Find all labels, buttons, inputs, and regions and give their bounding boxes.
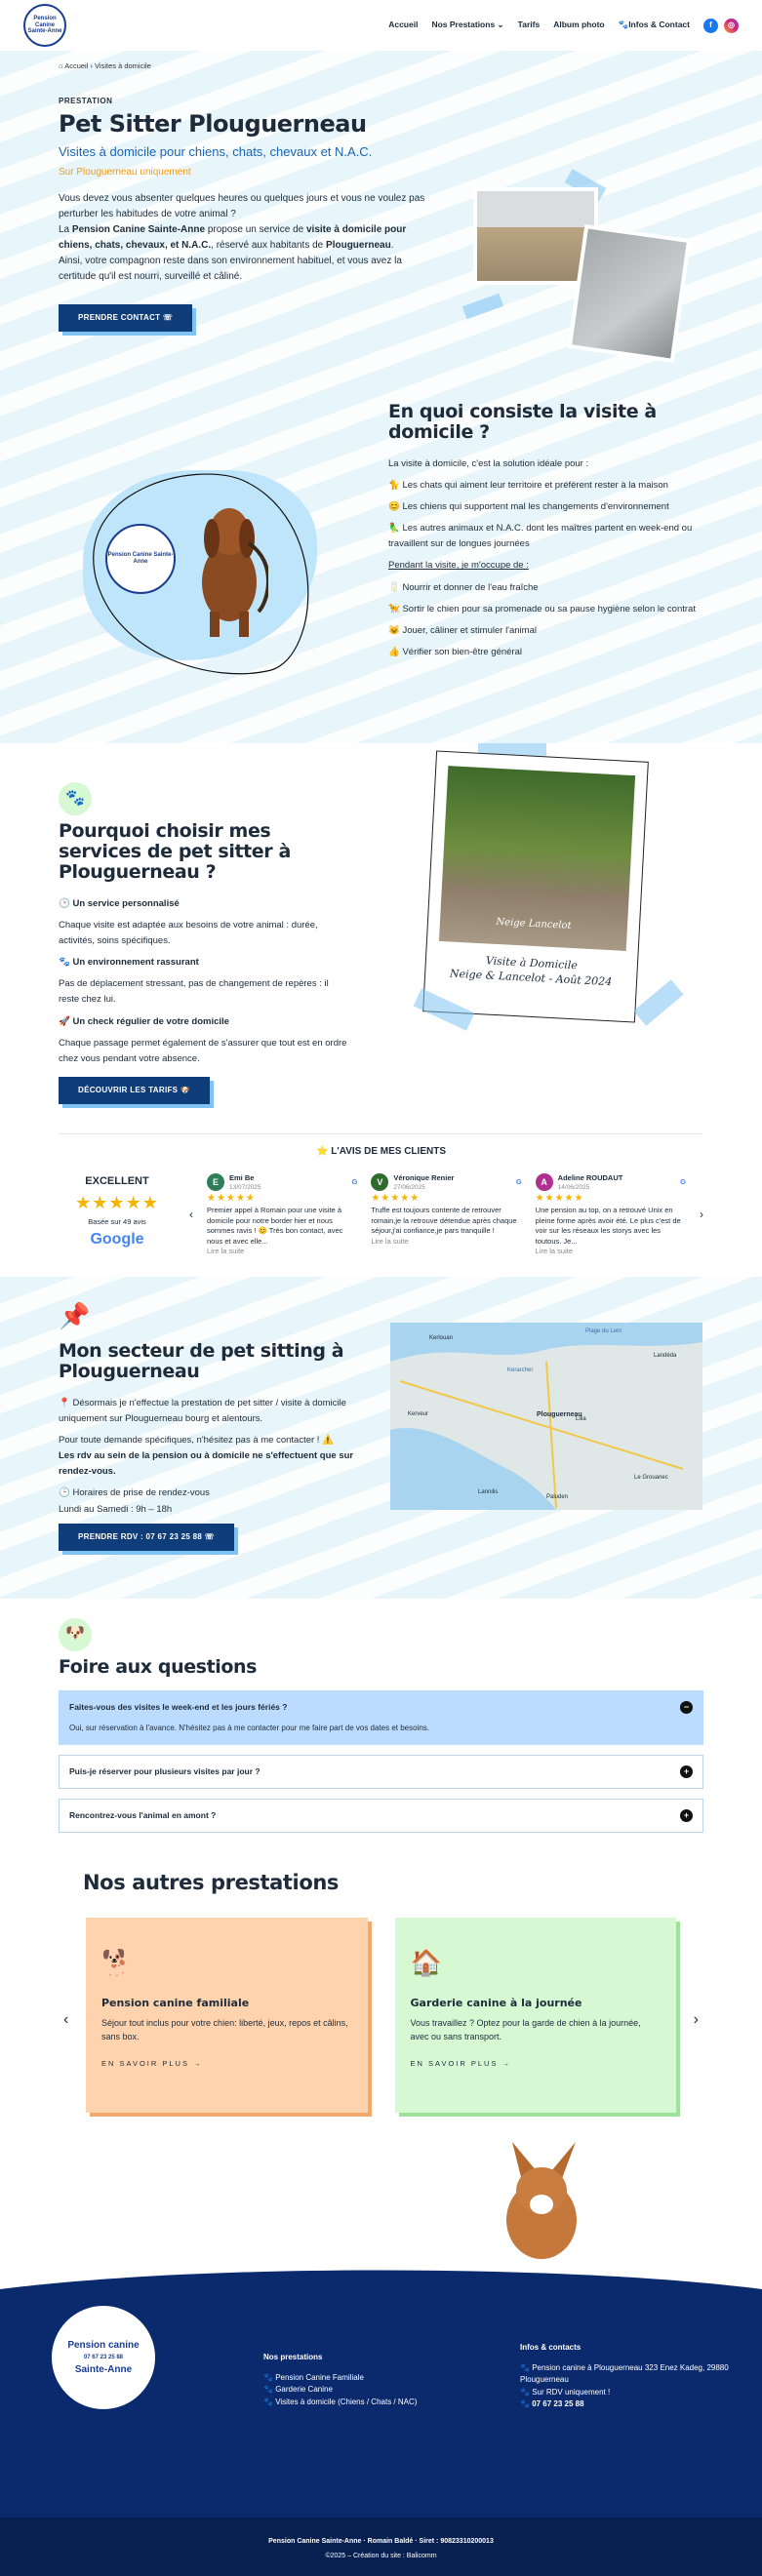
main-nav — [388, 19, 690, 31]
facebook-icon[interactable]: f — [703, 19, 718, 33]
plus-icon: + — [680, 1765, 693, 1778]
nav-item-pricing[interactable]: Tarifs — [517, 20, 541, 30]
contact-button[interactable]: PRENDRE CONTACT ☏ — [59, 304, 192, 332]
nav-item-contact[interactable]: 🐾Infos & Contact — [618, 20, 690, 30]
site-footer — [0, 2264, 762, 2517]
paw-icon: 🐾 — [520, 2399, 533, 2409]
hero-area-note: Sur Plouguerneau uniquement — [59, 166, 191, 178]
hero-intro: Vous devez vous absenter quelques heures ou quelques jours et vous ne voulez pas perturber les habitudes de votre animal ? La Pension Canine Sainte-Anne propose un service de visite à domicile pour chiens, chats, chevaux, et N.A.C., réservé aux habitants de Plouguerneau. Ainsi, votre compagnon reste dans son environnement habituel, et vous avez la certitude qu'il est nourri, surveillé et câliné. — [59, 193, 425, 283]
faq-item[interactable]: Rencontrez-vous l'animal en amont ? + — [59, 1799, 703, 1833]
services-title: Nos autres prestations — [83, 1871, 340, 1895]
footer-services: Nos prestations 🐾 Pension Canine Familiale 🐾 Garderie Canine 🐾 Visites à domicile (Chiens / Chats / NAC) — [263, 2353, 418, 2406]
footer-logo: Pension canine 07 67 23 25 88 Sainte-Anne — [49, 2303, 158, 2412]
review-card: E Emi Be 13/07/2025 G ★★★★★ Premier appel à Romain pour une visite à domicile pour notre border hier et nous sommes ravis ! 😊 Très bon contact, avec nous et avec elle... Lire la suite — [207, 1172, 358, 1256]
review-card: V Véronique Renier 27/06/2025 G ★★★★★ Truffe est toujours contente de retrouver romain,je la retrouve détendue après chaque séjour,j'ai confiance,je pars tranquille ! Lire la suite — [371, 1172, 522, 1246]
google-icon: G — [680, 1177, 686, 1187]
paw-icon: 🐾 — [263, 2385, 276, 2395]
faq-title: Foire aux questions — [59, 1655, 258, 1678]
page-title: Pet Sitter Plouguerneau — [59, 110, 367, 139]
footer-contact: Infos & contacts 🐾 Pension canine à Plouguerneau 323 Enez Kadeg, 29880 Plouguerneau 🐾 Sur RDV uniquement ! 🐾 07 67 23 25 88 — [520, 2343, 729, 2409]
faq-section — [0, 1599, 762, 1863]
paw-icon: 🐾 — [263, 2372, 276, 2382]
chevron-left-icon[interactable]: ‹ — [189, 1208, 193, 1222]
basenji-dog-illustration — [478, 2132, 605, 2269]
why-section: 🐾 Pourquoi choisir mes services de pet sitter à Plouguerneau ? 🕑 Un service personnalisé Chaque visite est adaptée aux besoins de votre animal : durée, activités, soins spécifiques. 🐾 Un environnement rassurant Pas de déplacement stressant, pas de changement de repères : il reste chez lui. 🚀 Un check régulier de votre domicile Chaque passage permet également de s'assurer que tout est en ordre chez vous pendant votre absence. DÉCOUVRIR LES TARIFS 🐶 — [0, 743, 762, 1133]
breadcrumb[interactable]: ⌂ Accueil › Visites à domicile — [59, 61, 151, 70]
paw-icon: 🐾 — [520, 2387, 533, 2397]
area-title: Mon secteur de pet sitting à Plouguerneau — [59, 1339, 344, 1382]
area-map[interactable]: Plouguerneau Plage du Lern Kerlouan Lilia Le Grouanec Paluden Kerveur Landéda Lannilis Kerarcher — [390, 1323, 702, 1510]
chevron-right-icon[interactable]: › — [699, 1208, 703, 1222]
nav-item-services[interactable]: Nos Prestations ⌄ — [431, 20, 504, 30]
area-section: 📌 Mon secteur de pet sitting à Plouguerneau 📍 Désormais je n'effectue la prestation de pet sitter / visite à domicile uniquement sur Plouguerneau bourg et alentours. Pour toute demande spécifiques, n'hésitez pas à me contacter ! ⚠️ Les rdv au sein de la pension ou à domicile ne s'effectuent que sur rendez-vous. 🕒 Horaires de prise de rendez-vous Lundi au Samedi : 9h – 18h PRENDRE RDV : 07 67 23 25 88 ☏ — [0, 1277, 762, 1599]
dog-paw-icon: 🐾 — [59, 782, 92, 815]
pricing-button[interactable]: DÉCOUVRIR LES TARIFS 🐶 — [59, 1077, 210, 1104]
house-icon: 🏠 — [410, 1948, 442, 1978]
paw-icon: 🐾 — [263, 2397, 276, 2406]
paw-icon: 🐾 — [618, 20, 629, 30]
pension-seal-logo: Pension Canine Sainte-Anne — [105, 524, 176, 594]
dachshund-illustration — [190, 495, 268, 641]
dog-icon: 🐕 — [101, 1948, 134, 1978]
visit-explanation: En quoi consiste la visite à domicile ? La visite à domicile, c'est la solution idéale pour : 🐈 Les chats qui aiment leur territoire et préfèrent rester à la maison 😊 Les chiens qui supportent mal les changements d'environnement 🦜 Les autres animaux et N.A.C. dont les maîtres partent en week-end ou travaillent sur de longues journées Pendant la visite, je m'occupe de : 🥛 Nourrir et donner de l'eau fraîche 🦮 Sortir le chien pour sa promenade ou sa pause hygiène selon le contrat 😺 Jouer, câliner et stimuler l'animal 👍 Vérifier son bien-être général — [388, 402, 710, 666]
appointment-button[interactable]: PRENDRE RDV : 07 67 23 25 88 ☏ — [59, 1524, 234, 1551]
hero-section — [0, 51, 762, 743]
review-card: A Adeline ROUDAUT 14/06/2025 G ★★★★★ Une pension au top, on a retrouvé Unix en pleine forme après avoir été. Le plus c'est de voir sur les réseaux les storys avec les toutous. Je... Lire la suite — [535, 1172, 686, 1256]
nav-item-album[interactable]: Album photo — [553, 20, 605, 30]
faq-item-open[interactable]: Faites-vous des visites le week-end et les jours fériés ? − Oui, sur réservation à l'avance. N'hésitez pas à me contacter pour me faire part de vos dates et besoins. — [59, 1690, 703, 1745]
why-title: Pourquoi choisir mes services de pet sitter à Plouguerneau ? — [59, 820, 291, 883]
dog-face-icon: 🐶 — [59, 1618, 92, 1651]
service-card-garderie[interactable]: 🏠 Garderie canine à la journée Vous travaillez ? Optez pour la garde de chien à la journée, avec ou sans transport. EN SAVOIR PLUS → — [395, 1918, 677, 2113]
polaroid-caption: Visite à Domicile Neige & Lancelot - Août 2024 — [449, 954, 613, 989]
service-card-pension[interactable]: 🐕 Pension canine familiale Séjour tout inclus pour votre chien: liberté, jeux, repos et câlins, sans box. EN SAVOIR PLUS → — [86, 1918, 368, 2113]
footer-wave — [0, 2264, 762, 2289]
services-section — [0, 1862, 762, 2264]
reviews-section — [0, 1134, 762, 1277]
instagram-icon[interactable]: ◎ — [724, 19, 739, 33]
paw-icon: 🐾 — [520, 2362, 533, 2372]
google-logo: Google — [90, 1231, 144, 1248]
visit-title: En quoi consiste la visite à domicile ? — [388, 401, 657, 443]
avatar: E — [207, 1173, 224, 1191]
reviews-title: ⭐ L'AVIS DE MES CLIENTS — [316, 1146, 446, 1157]
minus-icon: − — [680, 1701, 693, 1714]
site-logo[interactable]: Pension Canine Sainte-Anne — [23, 4, 66, 47]
site-header — [0, 0, 762, 51]
avatar: V — [371, 1173, 388, 1191]
rating-summary: EXCELLENT ★★★★★ Basée sur 49 avis Google — [59, 1173, 176, 1252]
google-icon: G — [515, 1177, 522, 1187]
chevron-right-icon[interactable]: › — [693, 2011, 699, 2029]
chevron-left-icon[interactable]: ‹ — [63, 2011, 69, 2029]
nav-item-home[interactable]: Accueil — [388, 20, 419, 30]
hero-photo-dog-grass — [568, 224, 692, 363]
footer-bottom: Pension Canine Sainte-Anne · Romain Baldé · Siret : 90823310200013 ©2025 – Création du site : Balicomm — [0, 2517, 762, 2576]
google-icon: G — [351, 1177, 358, 1187]
pin-icon: 📌 — [59, 1300, 91, 1330]
plus-icon: + — [680, 1809, 693, 1822]
faq-item[interactable]: Puis-je réserver pour plusieurs visites par jour ? + — [59, 1755, 703, 1789]
dogs-photo: Neige Lancelot — [439, 766, 635, 951]
polaroid-photo — [422, 750, 649, 1022]
avatar: A — [536, 1173, 553, 1191]
hero-subtitle: Visites à domicile pour chiens, chats, chevaux et N.A.C. — [59, 144, 373, 160]
hero-kicker: PRESTATION — [59, 96, 113, 105]
